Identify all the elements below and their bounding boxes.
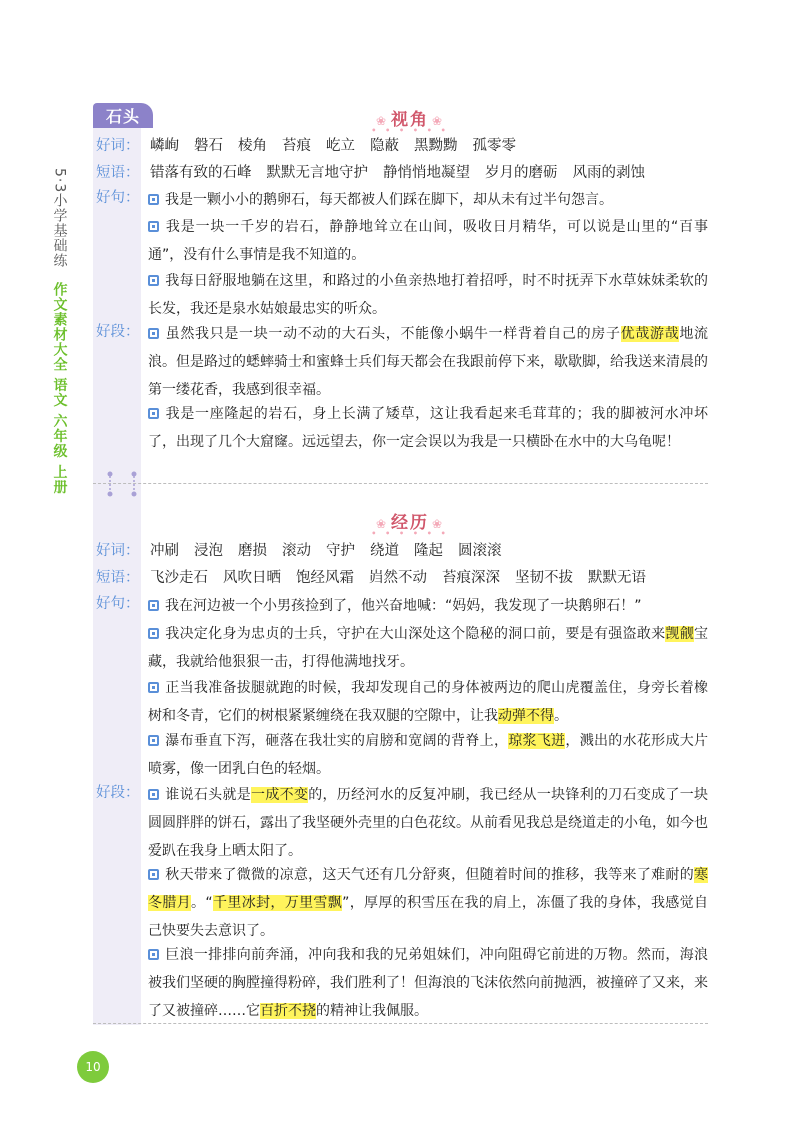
- petal-icon: ❀: [375, 517, 388, 531]
- word: 磐石: [194, 138, 223, 154]
- highlight: 一成不变: [251, 787, 309, 803]
- phrase: 默默无语: [588, 570, 646, 586]
- word: 屹立: [326, 138, 355, 154]
- phrases-label: 短语：: [96, 165, 140, 181]
- bullet-icon: [148, 949, 159, 960]
- highlight: 千里冰封，万里雪飘: [212, 895, 343, 911]
- word: 滚动: [282, 543, 311, 559]
- petal-icon: ❀: [432, 114, 445, 128]
- word: 冲刷: [150, 543, 179, 559]
- sentence-item: 我在河边被一个小男孩捡到了，他兴奋地喊：“妈妈，我发现了一块鹅卵石！”: [148, 592, 708, 620]
- sentences-label: 好句：: [96, 190, 140, 206]
- phrase: 飞沙走石: [150, 570, 208, 586]
- sentence-item: 我是一颗小小的鹅卵石，每天都被人们踩在脚下，却从未有过半句怨言。: [148, 186, 708, 214]
- binder-clip-icon: [102, 470, 142, 498]
- bullet-icon: [148, 275, 159, 286]
- good-words-label: 好词：: [96, 543, 140, 559]
- word: 嶙峋: [150, 138, 179, 154]
- word: 孤零零: [472, 138, 516, 154]
- highlight: 优哉游哉: [620, 326, 680, 342]
- section-title-perspective: [330, 105, 490, 135]
- highlight: 百折不挠: [260, 1003, 316, 1019]
- highlight: 琼浆飞迸: [508, 733, 566, 749]
- bullet-icon: [148, 194, 159, 205]
- page-number: 10: [77, 1051, 109, 1083]
- section-title-text: 视角: [391, 110, 429, 130]
- paragraphs-label: 好段：: [96, 324, 140, 340]
- phrase: 饱经风霜: [296, 570, 354, 586]
- series-name: 5·3小学基础练: [51, 168, 68, 269]
- sentence-item: 我决定化身为忠贞的士兵，守护在大山深处这个隐秘的洞口前，要是有强盗敢来觊觎宝藏，我就给他狠狠一击，打得他满地找牙。: [148, 626, 709, 670]
- petal-icon: ❀: [432, 517, 445, 531]
- bullet-icon: [148, 735, 159, 746]
- sentence-item: 我每日舒服地躺在这里，和路过的小鱼亲热地打着招呼，时不时抚弄下水草妹妹柔软的长发，我还是泉水姑娘最忠实的听众。: [148, 273, 708, 317]
- good-words-list: [150, 133, 705, 159]
- section-title-experience: [330, 508, 490, 538]
- word: 隐蔽: [370, 138, 399, 154]
- section-title-text: 经历: [391, 513, 429, 533]
- word: 隆起: [414, 543, 443, 559]
- book-name: 作文素材大全 语文 六年级 上册: [51, 282, 68, 495]
- bullet-icon: [148, 682, 159, 693]
- word: 黑黝黝: [414, 138, 458, 154]
- sentence-item: 瀑布垂直下泻，砸落在我壮实的肩膀和宽阔的背脊上，琼浆飞迸，溅出的水花形成大片喷雾，像一团乳白色的轻烟。: [148, 733, 709, 777]
- word: 棱角: [238, 138, 267, 154]
- phrase: 苔痕深深: [442, 570, 500, 586]
- paragraphs-label: 好段：: [96, 785, 140, 801]
- bullet-icon: [148, 628, 159, 639]
- petal-icon: ❀: [375, 114, 388, 128]
- section-divider: [93, 483, 708, 484]
- good-words-list: [150, 538, 705, 564]
- phrase: 坚韧不拔: [515, 570, 573, 586]
- paragraph-item: 巨浪一排排向前奔涌，冲向我和我的兄弟姐妹们，冲向阻碍它前进的万物。然而，海浪被我们坚硬的胸膛撞得粉碎，我们胜利了！但海浪的飞沫依然向前抛洒，被撞碎了又来，来了又被撞碎……它百折不挠的精神让我佩服。: [148, 947, 708, 1019]
- paragraph-item: 虽然我只是一块一动不动的大石头，不能像小蜗牛一样背着自己的房子优哉游哉地流浪。但是路过的蟋蟀骑士和蜜蜂士兵们每天都会在我跟前停下来，歇歇脚，给我送来清晨的第一缕花香，我感到很幸福。: [148, 326, 709, 398]
- good-words-label: 好词：: [96, 138, 140, 154]
- sentence-item: 我是一块一千岁的岩石，静静地耸立在山间，吸收日月精华，可以说是山里的“百事通”，没有什么事情是我不知道的。: [148, 219, 708, 263]
- word: 浸泡: [194, 543, 223, 559]
- paragraph-item: 我是一座隆起的岩石，身上长满了矮草，这让我看起来毛茸茸的；我的脚被河水冲坏了，出现了几个大窟窿。远远望去，你一定会误以为我是一只横卧在水中的大乌龟呢！: [148, 406, 708, 450]
- phrase: 风吹日晒: [223, 570, 281, 586]
- book-side-label: [48, 168, 70, 495]
- phrases-list: [150, 565, 705, 591]
- phrase: 岁月的磨砺: [485, 165, 558, 181]
- word: 苔痕: [282, 138, 311, 154]
- phrase: 错落有致的石峰: [150, 165, 252, 181]
- bullet-icon: [148, 408, 159, 419]
- bullet-icon: [148, 328, 159, 339]
- paragraph-item: 谁说石头就是一成不变的，历经河水的反复冲刷，我已经从一块锋利的刀石变成了一块圆圆胖胖的饼石，露出了我坚硬外壳里的白色花纹。从前看见我总是绕道走的小龟，如今也爱趴在我身上晒太阳了。: [148, 787, 709, 859]
- bullet-icon: [148, 221, 159, 232]
- topic-tag: 石头: [93, 103, 153, 128]
- word: 守护: [326, 543, 355, 559]
- phrase: 风雨的剥蚀: [572, 165, 645, 181]
- phrase: 默默无言地守护: [266, 165, 368, 181]
- word: 磨损: [238, 543, 267, 559]
- highlight: 动弹不得: [498, 708, 554, 724]
- word: 绕道: [370, 543, 399, 559]
- phrases-list: [150, 160, 705, 186]
- phrases-label: 短语：: [96, 570, 140, 586]
- highlight: 寒冬腊月: [148, 867, 708, 911]
- paragraph-item: 秋天带来了微微的凉意，这天气还有几分舒爽，但随着时间的推移，我等来了难耐的寒冬腊月。“千里冰封，万里雪飘”，厚厚的积雪压在我的肩上，冻僵了我的身体，我感觉自己快要失去意识了。: [148, 867, 708, 939]
- bullet-icon: [148, 789, 159, 800]
- bullet-icon: [148, 869, 159, 880]
- bullet-icon: [148, 600, 159, 611]
- phrase: 岿然不动: [369, 570, 427, 586]
- dots-decoration: • • • • • •: [371, 126, 449, 135]
- word: 圆滚滚: [458, 543, 502, 559]
- dots-decoration: • • • • • •: [371, 529, 449, 538]
- sentences-label: 好句：: [96, 596, 140, 612]
- highlight: 觊觎: [665, 626, 695, 642]
- phrase: 静悄悄地凝望: [383, 165, 470, 181]
- sentence-item: 正当我准备拔腿就跑的时候，我却发现自己的身体被两边的爬山虎覆盖住，身旁长着橡树和冬青，它们的树根紧紧缠绕在我双腿的空隙中，让我动弹不得。: [148, 680, 708, 724]
